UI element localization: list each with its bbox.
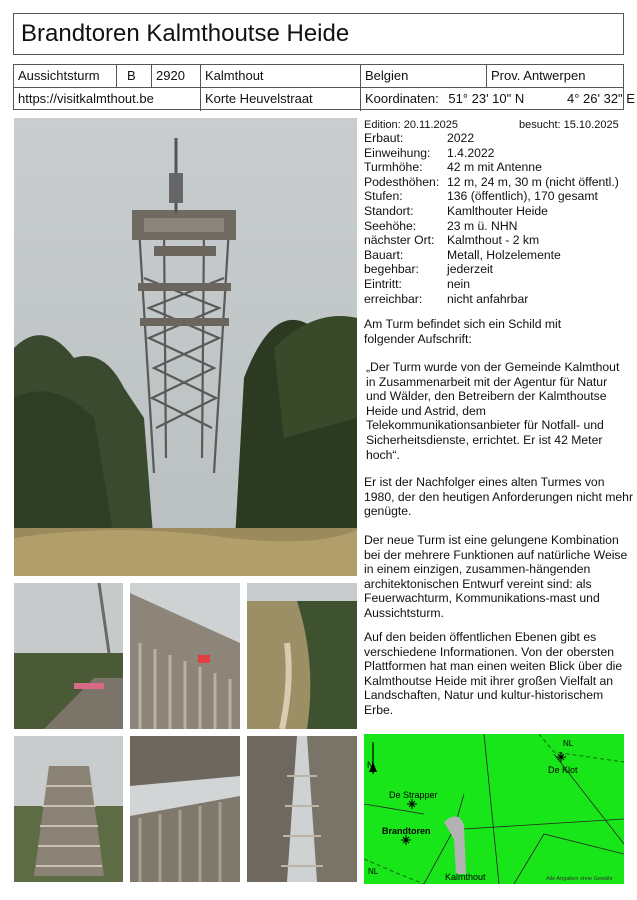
coords-cell xyxy=(361,88,635,111)
spec-value: 23 m ü. NHN xyxy=(447,218,518,233)
spec-row xyxy=(364,219,634,234)
paragraph-predecessor: Er ist der Nachfolger eines alten Turmes von 1980, der den heutigen Anforderungen nicht mehr genügte. xyxy=(364,475,633,519)
photo-platform-railing xyxy=(14,583,123,729)
visited-text: besucht: 15.10.2025 xyxy=(519,119,619,131)
spec-value: Kalmthout - 2 km xyxy=(447,233,540,248)
info-table xyxy=(13,64,635,110)
spec-value: nein xyxy=(447,276,471,291)
spec-value: 1.4.2022 xyxy=(447,145,495,160)
spec-value: 2022 xyxy=(447,131,475,145)
class-cell: B xyxy=(117,65,152,88)
paragraph-combination: Der neue Turm ist eine gelungene Kombination bei der mehrere Funktionen auf natürliche Weise in einem einzigen, zusammen-hängenden architektonischen Entwurf vereint sind: als Feuerwachturm, Kommunikations-mast und Aussichtsturm. xyxy=(364,533,628,620)
province-cell: Prov. Antwerpen xyxy=(487,65,623,88)
spec-row xyxy=(364,233,634,248)
spec-row xyxy=(364,277,634,292)
main-tower-photo xyxy=(14,118,357,576)
map-nl-top: NL xyxy=(563,739,574,748)
map-de-klot: De Klot xyxy=(548,765,578,775)
north-label: N xyxy=(367,760,374,770)
spec-key: Erbaut: xyxy=(364,131,404,145)
paragraph-sign-intro: Am Turm befindet sich ein Schild mit folgender Aufschrift: xyxy=(364,317,562,346)
spec-value: Kamlthouter Heide xyxy=(447,203,548,218)
spec-value: Metall, Holzelemente xyxy=(447,247,561,262)
spec-key: Einweihung: xyxy=(364,145,431,160)
paragraph-sign-quote: „Der Turm wurde von der Gemeinde Kalmthout in Zusammenarbeit mit der Agentur für Natur und Wälder, den Betreibern der Kalmthoutse Heide und Astrid, dem Telekommunikationsanbieter für Notfall- und Sicherheitsdienste, errichtet. Er ist 42 Meter hoch“. xyxy=(366,360,620,462)
spec-row xyxy=(364,160,634,175)
spec-value: 42 m mit Antenne xyxy=(447,160,542,175)
spec-key: Stufen: xyxy=(364,189,403,204)
spec-row xyxy=(364,175,634,190)
spec-row xyxy=(364,204,634,219)
photo-stairs-inside xyxy=(247,736,357,882)
spec-value: nicht anfahrbar xyxy=(447,291,529,306)
spec-row xyxy=(364,189,634,204)
spec-key: Seehöhe: xyxy=(364,218,417,233)
town-cell: Kalmthout xyxy=(201,65,361,88)
spec-row xyxy=(364,146,634,161)
title-box xyxy=(13,13,624,55)
page-title: Brandtoren Kalmthoutse Heide xyxy=(21,20,350,47)
photo-view-landscape xyxy=(247,583,357,729)
photo-stairs-up xyxy=(130,583,240,729)
spec-key: begehbar: xyxy=(364,262,419,277)
spec-row xyxy=(364,262,634,277)
photo-stairs-base xyxy=(14,736,123,882)
spec-key: erreichbar: xyxy=(364,291,423,306)
website-cell[interactable]: https://visitkalmthout.be xyxy=(14,88,201,111)
coords-label: Koordinaten: xyxy=(365,91,439,106)
map-disclaimer: Alle Angaben ohne Gewähr xyxy=(546,876,613,882)
spec-key: nächster Ort: xyxy=(364,233,435,248)
edition-text: Edition: 20.11.2025 xyxy=(364,119,458,131)
street-cell: Korte Heuvelstraat xyxy=(201,88,361,111)
spec-key: Bauart: xyxy=(364,247,404,262)
coords-lat: 51° 23' 10" N xyxy=(448,91,525,106)
spec-key: Eintritt: xyxy=(364,276,402,291)
specs-list xyxy=(364,131,634,306)
map-de-strapper: De Strapper xyxy=(389,790,438,800)
spec-value: 12 m, 24 m, 30 m (nicht öffentl.) xyxy=(447,174,619,189)
spec-row xyxy=(364,292,634,307)
location-map xyxy=(364,734,624,884)
coords-lon: 4° 26' 32" E xyxy=(567,91,635,106)
type-cell: Aussichtsturm xyxy=(14,65,117,88)
spec-row xyxy=(364,248,634,263)
spec-key: Standort: xyxy=(364,203,414,218)
map-brandtoren: Brandtoren xyxy=(382,826,431,836)
spec-value: 136 (öffentlich), 170 gesamt xyxy=(447,189,598,204)
photo-tower-detail xyxy=(130,736,240,882)
paragraph-platforms: Auf den beiden öffentlichen Ebenen gibt es verschiedene Informationen. Von der obersten Plattformen hat man einen weiten Blick über die Kalmthoutse Heide mit ihrer großen Vielfalt an Landschaften, Natur und kultur-historischem Erbe. xyxy=(364,630,623,717)
spec-row xyxy=(364,131,634,146)
spec-value: jederzeit xyxy=(447,262,494,277)
spec-key: Turmhöhe: xyxy=(364,160,423,175)
postcode-cell: 2920 xyxy=(152,65,201,88)
spec-key: Podesthöhen: xyxy=(364,174,440,189)
map-nl-bottom: NL xyxy=(368,867,379,876)
country-cell: Belgien xyxy=(361,65,487,88)
map-kalmthout: Kalmthout xyxy=(445,872,486,882)
